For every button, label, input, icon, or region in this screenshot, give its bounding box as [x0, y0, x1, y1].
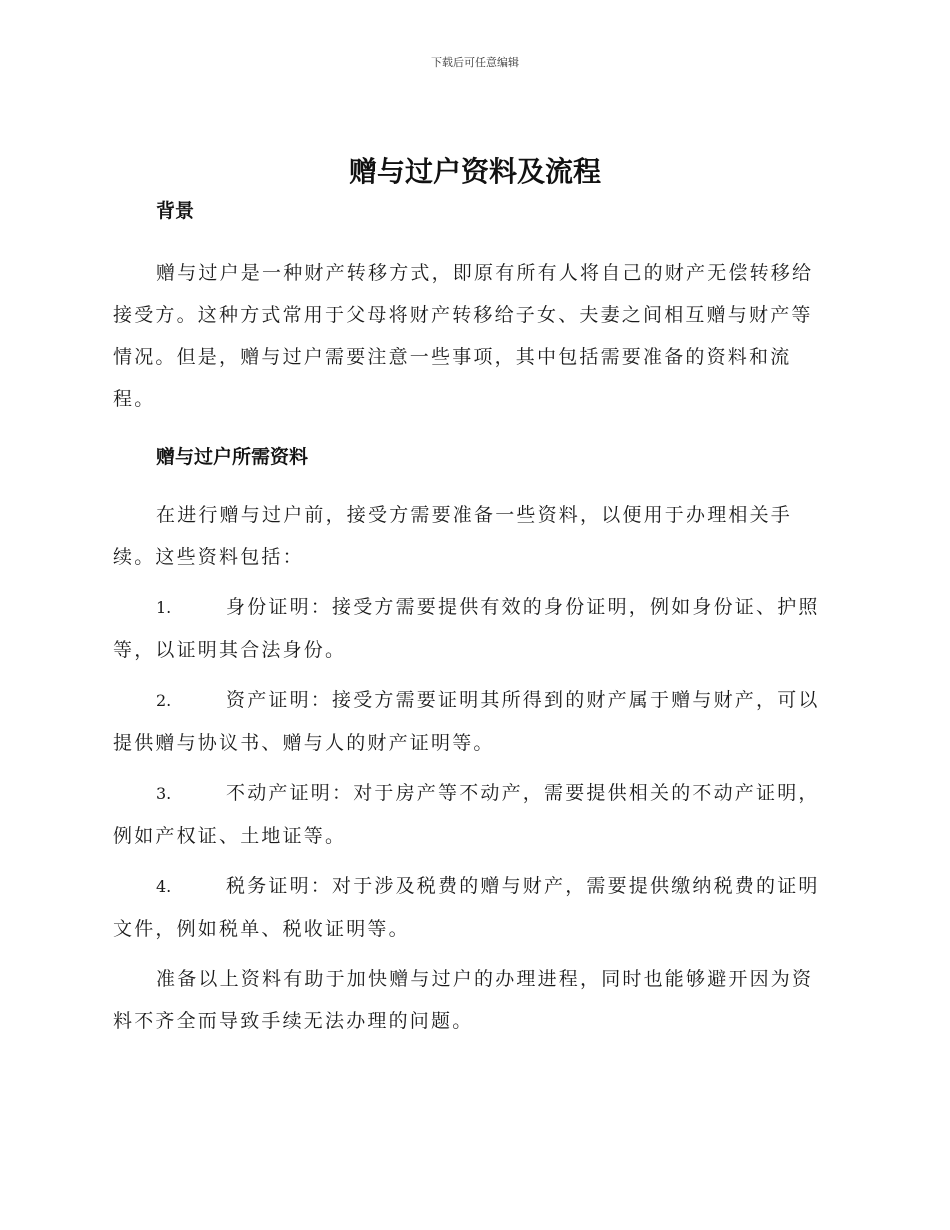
document-title: 赠与过户资料及流程	[348, 155, 601, 188]
section-heading-materials: 赠与过户所需资料	[156, 446, 309, 468]
list-item-text: 税务证明：对于涉及税费的赠与财产，需要提供缴纳税费的证明文件，例如税单、税收证明等。	[113, 875, 820, 940]
list-item-text: 身份证明：接受方需要提供有效的身份证明，例如身份证、护照等，以证明其合法身份。	[113, 596, 820, 661]
list-item-number: 2.	[156, 691, 172, 710]
materials-intro-paragraph: 在进行赠与过户前，接受方需要准备一些资料，以便用于办理相关手续。这些资料包括：	[113, 504, 793, 568]
list-item	[113, 679, 833, 764]
materials-closing-paragraph: 准备以上资料有助于加快赠与过户的办理进程，同时也能够避开因为资料不齐全而导致手续无法办理的问题。	[113, 968, 814, 1032]
list-item	[113, 865, 833, 950]
list-item-number: 4.	[156, 877, 172, 896]
document-body	[113, 196, 833, 1042]
list-item-number: 1.	[156, 598, 172, 617]
header-note: 下载后可任意编辑	[431, 56, 519, 69]
list-item-number: 3.	[156, 784, 172, 803]
list-item-text: 资产证明：接受方需要证明其所得到的财产属于赠与财产，可以提供赠与协议书、赠与人的财产证明等。	[113, 689, 820, 754]
list-item	[113, 586, 833, 671]
section-heading-background: 背景	[156, 200, 195, 222]
list-item	[113, 772, 833, 857]
background-paragraph: 赠与过户是一种财产转移方式，即原有所有人将自己的财产无偿转移给接受方。这种方式常用于父母将财产转移给子女、夫妻之间相互赠与财产等情况。但是，赠与过户需要注意一些事项，其中包括需要准备的资料和流程。	[113, 262, 814, 410]
list-item-text: 不动产证明：对于房产等不动产，需要提供相关的不动产证明，例如产权证、土地证等。	[113, 782, 820, 847]
